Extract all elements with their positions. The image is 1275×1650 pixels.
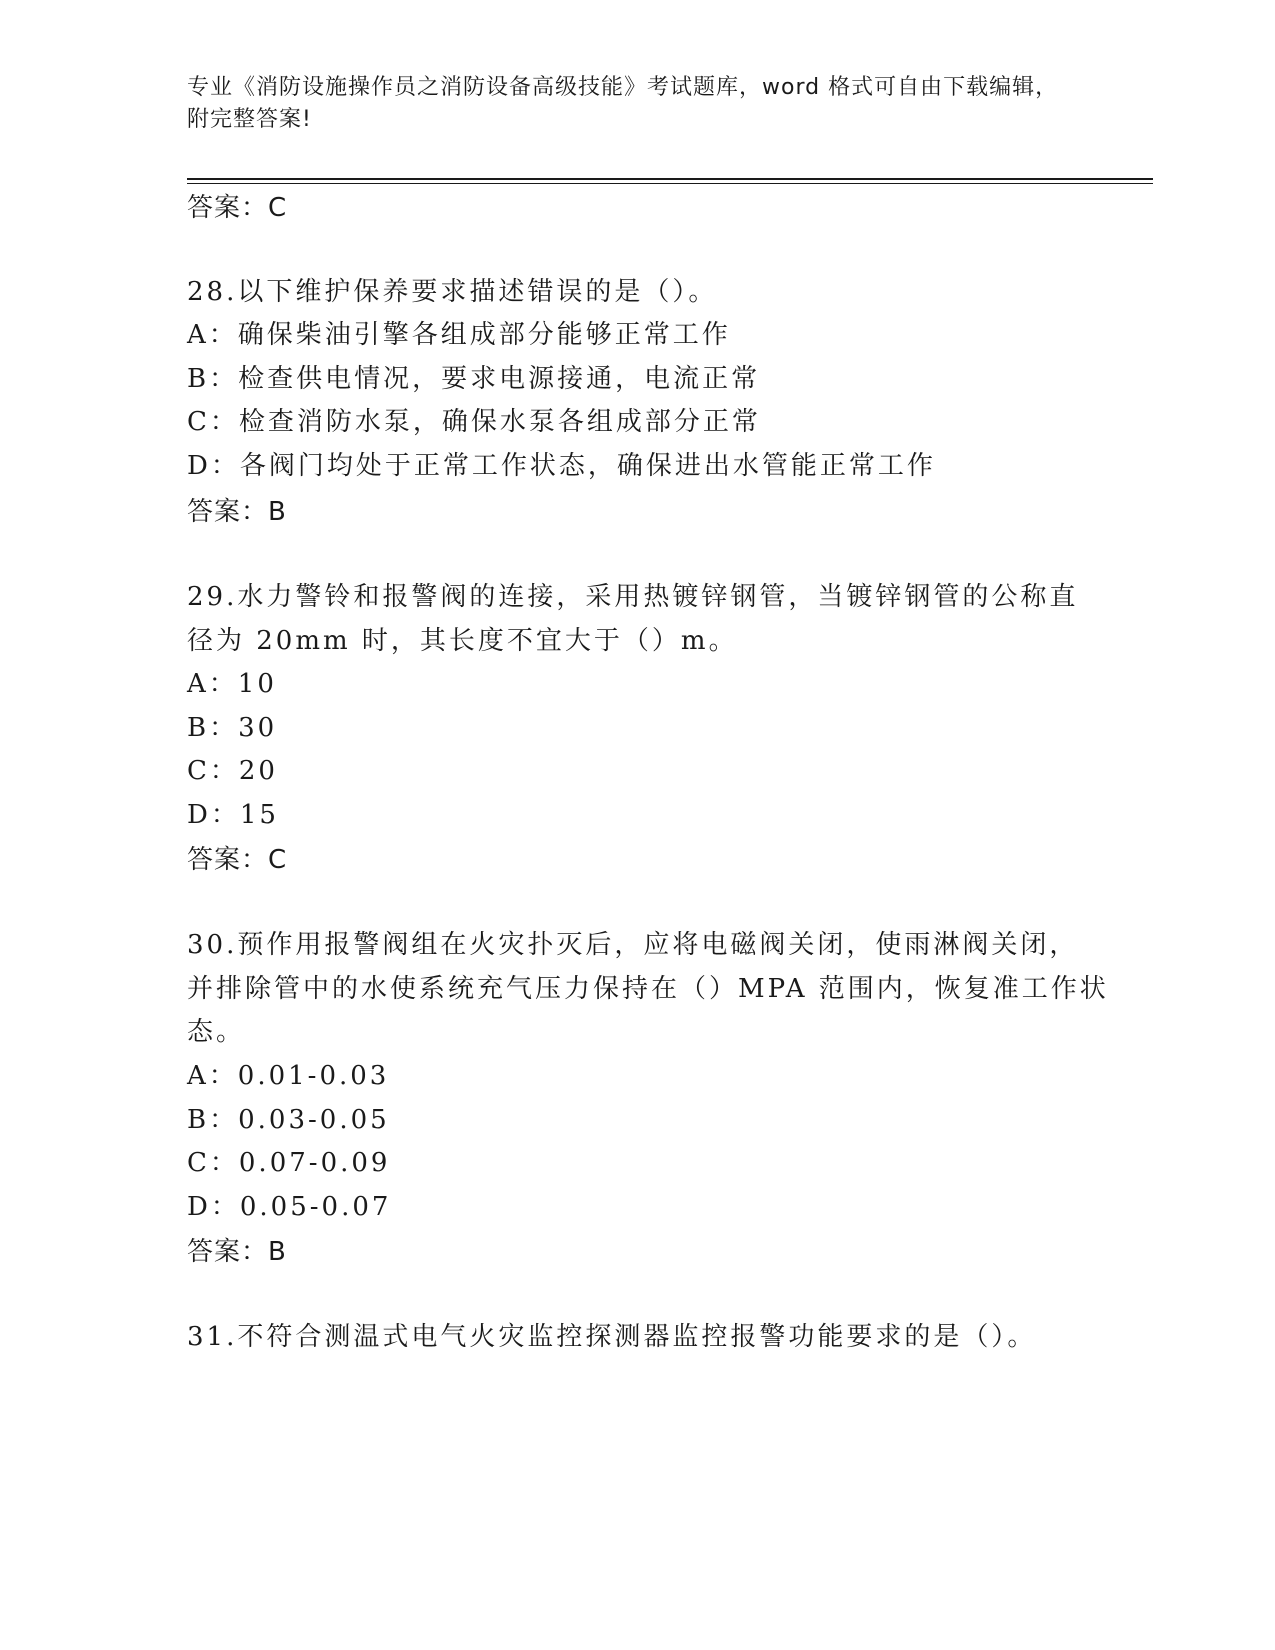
question-30-option-c: C：0.07-0.09 [187,1148,391,1178]
question-30-option-d: D：0.05-0.07 [187,1192,392,1222]
question-29-option-d: D：15 [187,800,279,830]
question-30-stem-line-2: 并排除管中的水使系统充气压力保持在（）MPA 范围内，恢复准工作状 [187,974,1109,1004]
question-29-option-c: C：20 [187,756,278,786]
question-28-option-b: B：检查供电情况，要求电源接通，电流正常 [187,364,761,394]
header-divider-thick [187,178,1153,180]
question-30-stem-line-3: 态。 [187,1017,246,1047]
question-30-option-a: A：0.01-0.03 [187,1061,390,1091]
question-29-option-a: A：10 [187,669,277,699]
question-30-answer: 答案：B [187,1237,287,1267]
question-31-stem: 31.不符合测温式电气火灾监控探测器监控报警功能要求的是（）。 [187,1322,1037,1352]
question-28-stem: 28.以下维护保养要求描述错误的是（）。 [187,277,718,307]
question-28-option-c: C：检查消防水泵，确保水泵各组成部分正常 [187,407,761,437]
question-29-answer: 答案：C [187,845,288,875]
header-divider-thin [187,183,1153,184]
question-29-stem-line-2: 径为 20mm 时，其长度不宜大于（）m。 [187,626,738,656]
answer-line: 答案：C [187,193,288,223]
question-30-option-b: B：0.03-0.05 [187,1105,390,1135]
page-header-intro: 专业《消防设施操作员之消防设备高级技能》考试题库，word 格式可自由下载编辑，附完整答案! [187,75,1059,132]
question-28-answer: 答案：B [187,497,287,527]
question-28-option-d: D：各阀门均处于正常工作状态，确保进出水管能正常工作 [187,451,936,481]
question-29-stem-line-1: 29.水力警铃和报警阀的连接，采用热镀锌钢管，当镀锌钢管的公称直 [187,582,1079,612]
question-30-stem-line-1: 30.预作用报警阀组在火灾扑灭后，应将电磁阀关闭，使雨淋阀关闭， [187,930,1079,960]
question-29-option-b: B：30 [187,713,278,743]
question-28-option-a: A：确保柴油引擎各组成部分能够正常工作 [187,320,731,350]
